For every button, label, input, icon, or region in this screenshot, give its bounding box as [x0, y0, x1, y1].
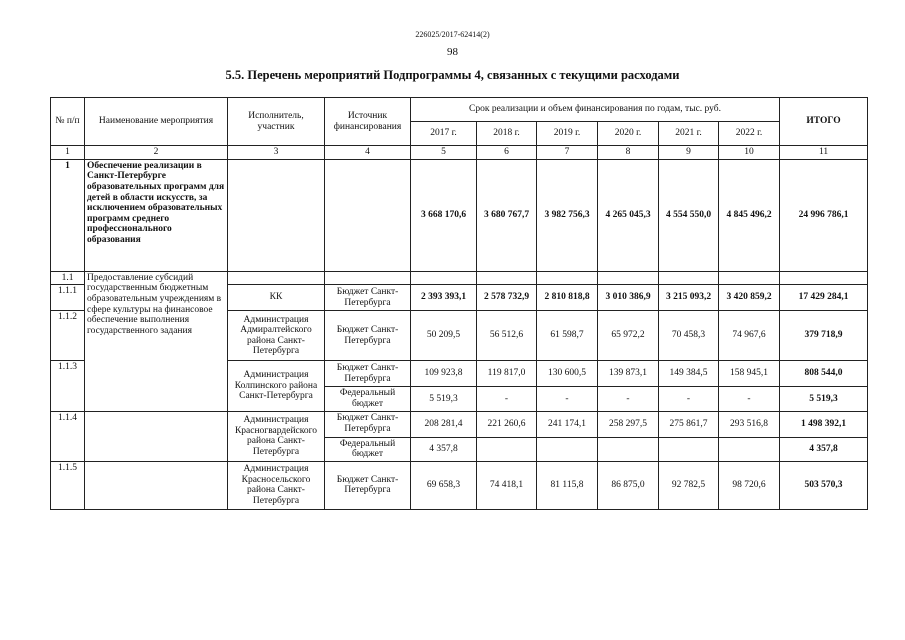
header-year: 2019 г.	[537, 122, 598, 146]
row-value	[477, 437, 537, 461]
header-period: Срок реализации и объем финансирования по годам, тыс. руб.	[411, 98, 780, 122]
row-value: 275 861,7	[659, 411, 719, 437]
col-number: 8	[598, 146, 659, 160]
row-total: 24 996 786,1	[780, 159, 868, 271]
row-value: 74 418,1	[477, 461, 537, 509]
header-year: 2021 г.	[659, 122, 719, 146]
row-value: 65 972,2	[598, 311, 659, 361]
row-total: 4 357,8	[780, 437, 868, 461]
col-number: 11	[780, 146, 868, 160]
row-value	[598, 437, 659, 461]
row-value: 86 875,0	[598, 461, 659, 509]
table-row	[51, 411, 868, 437]
row-value: 4 554 550,0	[659, 159, 719, 271]
row-value: 3 010 386,9	[598, 285, 659, 311]
row-value: 98 720,6	[719, 461, 780, 509]
table-row	[51, 461, 868, 509]
table-row	[51, 159, 868, 271]
row-value: 3 420 859,2	[719, 285, 780, 311]
table-row	[51, 271, 868, 285]
col-number: 9	[659, 146, 719, 160]
row-value: 92 782,5	[659, 461, 719, 509]
row-value: 130 600,5	[537, 361, 598, 387]
header-total: ИТОГО	[780, 98, 868, 146]
col-number: 7	[537, 146, 598, 160]
col-number: 3	[228, 146, 325, 160]
row-num: 1.1.4	[51, 411, 85, 461]
row-executor: КК	[228, 285, 325, 311]
row-num: 1.1.2	[51, 311, 85, 361]
row-value: 158 945,1	[719, 361, 780, 387]
row-executor: Администрация Колпинского района Санкт-Петербурга	[228, 361, 325, 411]
row-value	[598, 271, 659, 285]
row-value: 139 873,1	[598, 361, 659, 387]
row-source: Бюджет Санкт-Петербурга	[325, 461, 411, 509]
row-value	[659, 437, 719, 461]
row-value	[719, 437, 780, 461]
row-executor: Администрация Адмиралтейского района Санкт-Петербурга	[228, 311, 325, 361]
document-id: 226025/2017-62414(2)	[415, 30, 490, 39]
header-executor: Исполнитель, участник	[228, 98, 325, 146]
row-value: 81 115,8	[537, 461, 598, 509]
row-source: Бюджет Санкт-Петербурга	[325, 311, 411, 361]
row-value: 69 658,3	[411, 461, 477, 509]
row-value: 4 845 496,2	[719, 159, 780, 271]
row-total: 5 519,3	[780, 387, 868, 411]
row-source: Федеральный бюджет	[325, 387, 411, 411]
row-total: 503 570,3	[780, 461, 868, 509]
header-source: Источник финансирования	[325, 98, 411, 146]
header-row	[51, 98, 868, 122]
row-value: 258 297,5	[598, 411, 659, 437]
row-value	[537, 437, 598, 461]
header-year: 2022 г.	[719, 122, 780, 146]
row-total: 1 498 392,1	[780, 411, 868, 437]
row-value	[719, 271, 780, 285]
col-number: 5	[411, 146, 477, 160]
row-value: 2 393 393,1	[411, 285, 477, 311]
col-number: 10	[719, 146, 780, 160]
row-source: Бюджет Санкт-Петербурга	[325, 285, 411, 311]
column-number-row	[51, 146, 868, 160]
row-value: 3 668 170,6	[411, 159, 477, 271]
row-value: 70 458,3	[659, 311, 719, 361]
row-total: 17 429 284,1	[780, 285, 868, 311]
row-value: 241 174,1	[537, 411, 598, 437]
row-name	[85, 461, 228, 509]
row-value: 221 260,6	[477, 411, 537, 437]
row-name	[85, 411, 228, 461]
row-value: 74 967,6	[719, 311, 780, 361]
col-number: 6	[477, 146, 537, 160]
col-number: 4	[325, 146, 411, 160]
row-num: 1.1.5	[51, 461, 85, 509]
row-value: 56 512,6	[477, 311, 537, 361]
row-value: 208 281,4	[411, 411, 477, 437]
row-value: 293 516,8	[719, 411, 780, 437]
row-executor	[228, 159, 325, 271]
row-num: 1.1	[51, 271, 85, 285]
row-num: 1.1.3	[51, 361, 85, 411]
row-value: -	[659, 387, 719, 411]
row-value	[659, 271, 719, 285]
header-year: 2017 г.	[411, 122, 477, 146]
row-source: Бюджет Санкт-Петербурга	[325, 361, 411, 387]
row-executor: Администрация Красногвардейского района Санкт-Петербурга	[228, 411, 325, 461]
row-total	[780, 271, 868, 285]
col-number: 2	[85, 146, 228, 160]
row-value: 5 519,3	[411, 387, 477, 411]
row-value	[411, 271, 477, 285]
row-name: Предоставление субсидий государственным бюджетным образовательным учреждениям в сфере культуры на финансовое обеспечение выполнения государственного задания	[85, 271, 228, 411]
row-value: 3 982 756,3	[537, 159, 598, 271]
header-year: 2020 г.	[598, 122, 659, 146]
row-value: 61 598,7	[537, 311, 598, 361]
row-value: -	[477, 387, 537, 411]
row-source	[325, 159, 411, 271]
row-value: 2 578 732,9	[477, 285, 537, 311]
header-num: № п/п	[51, 98, 85, 146]
row-value: 4 357,8	[411, 437, 477, 461]
row-value: -	[719, 387, 780, 411]
row-source	[325, 271, 411, 285]
row-num: 1	[51, 159, 85, 271]
row-value: 3 215 093,2	[659, 285, 719, 311]
row-source: Федеральный бюджет	[325, 437, 411, 461]
row-value: 3 680 767,7	[477, 159, 537, 271]
col-number: 1	[51, 146, 85, 160]
row-value: -	[598, 387, 659, 411]
row-name: Обеспечение реализации в Санкт-Петербурге образовательных программ для детей в области искусств, за исключением образовательных программ среднего профессионального образования	[85, 159, 228, 271]
page-title: 5.5. Перечень мероприятий Подпрограммы 4, связанных с текущими расходами	[225, 68, 680, 82]
row-executor: Администрация Красносельского района Санкт-Петербурга	[228, 461, 325, 509]
row-value: 50 209,5	[411, 311, 477, 361]
page-number: 98	[447, 46, 458, 58]
row-total: 808 544,0	[780, 361, 868, 387]
row-value: 2 810 818,8	[537, 285, 598, 311]
row-value: -	[537, 387, 598, 411]
header-name: Наименование мероприятия	[85, 98, 228, 146]
row-value: 4 265 045,3	[598, 159, 659, 271]
header-year: 2018 г.	[477, 122, 537, 146]
activities-table	[50, 97, 868, 510]
row-value: 149 384,5	[659, 361, 719, 387]
row-value	[477, 271, 537, 285]
row-total: 379 718,9	[780, 311, 868, 361]
row-executor	[228, 271, 325, 285]
row-source: Бюджет Санкт-Петербурга	[325, 411, 411, 437]
row-value	[537, 271, 598, 285]
row-num: 1.1.1	[51, 285, 85, 311]
row-value: 119 817,0	[477, 361, 537, 387]
row-value: 109 923,8	[411, 361, 477, 387]
